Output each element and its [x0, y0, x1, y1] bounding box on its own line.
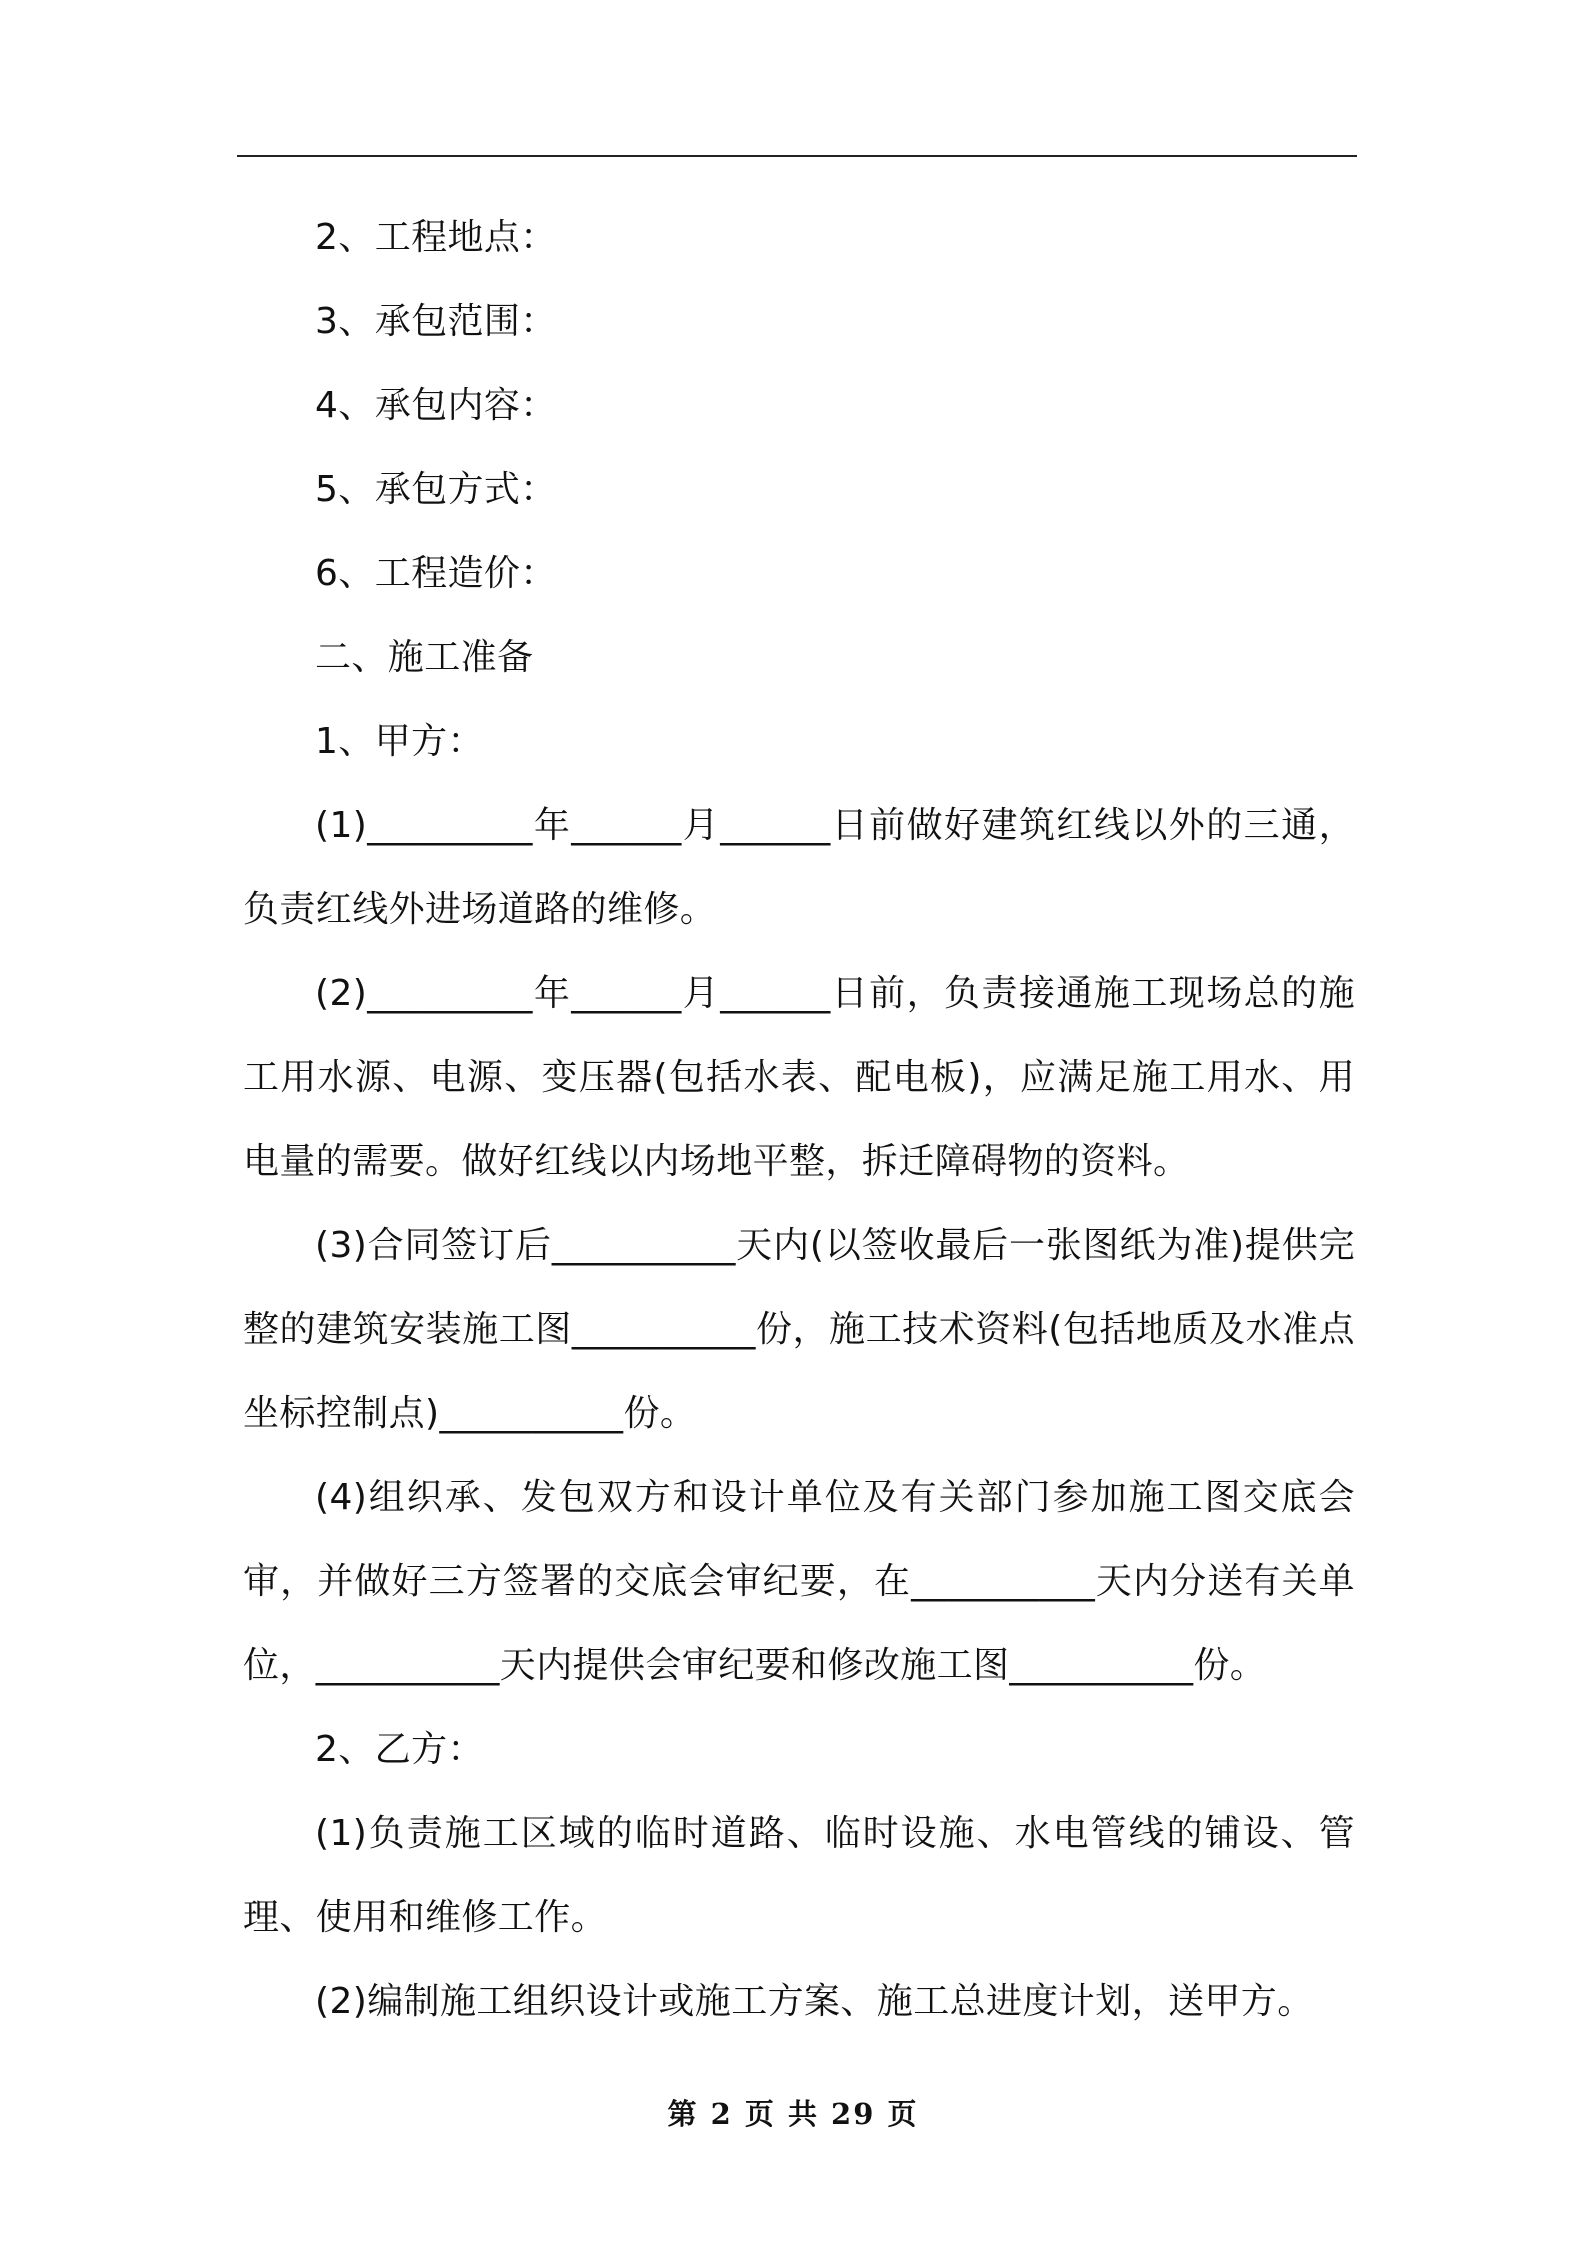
- paragraph-project-cost: 6、工程造价：: [315, 553, 557, 594]
- header-rule: [237, 155, 1357, 157]
- paragraph-contract-content: 4、承包内容：: [315, 385, 557, 426]
- paragraph-party-b-item-2: (2)编制施工组织设计或施工方案、施工总进度计划，送甲方。: [315, 1981, 1314, 2022]
- document-body: [243, 196, 1355, 2044]
- paragraph-contract-scope: 3、承包范围：: [315, 301, 557, 342]
- paragraph-party-b-item-1: (1)负责施工区域的临时道路、临时设施、水电管线的铺设、管理、使用和维修工作。: [243, 1813, 1355, 1938]
- paragraph-party-a-item-3: (3)合同签订后__________天内(以签收最后一张图纸为准)提供完整的建筑安装施工图__________份，施工技术资料(包括地质及水准点坐标控制点)__________份。: [243, 1225, 1355, 1434]
- paragraph-project-location: 2、工程地点：: [315, 217, 557, 258]
- paragraph-party-a-item-2: (2)_________年______月______日前，负责接通施工现场总的施工用水源、电源、变压器(包括水表、配电板)，应满足施工用水、用电量的需要。做好红线以内场地平整，拆迁障碍物的资料。: [243, 973, 1355, 1182]
- subheading-party-b: 2、乙方：: [315, 1729, 484, 1770]
- page-number-footer: 第 2 页 共 29 页: [667, 2097, 919, 2131]
- section-heading-construction-prep: 二、施工准备: [315, 637, 534, 678]
- paragraph-party-a-item-4: (4)组织承、发包双方和设计单位及有关部门参加施工图交底会审，并做好三方签署的交底会审纪要，在__________天内分送有关单位，__________天内提供会审纪要和修改施工图__________份。: [243, 1477, 1355, 1686]
- subheading-party-a: 1、甲方：: [315, 721, 484, 762]
- paragraph-party-a-item-1: (1)_________年______月______日前做好建筑红线以外的三通，负责红线外进场道路的维修。: [243, 805, 1355, 930]
- paragraph-contract-method: 5、承包方式：: [315, 469, 557, 510]
